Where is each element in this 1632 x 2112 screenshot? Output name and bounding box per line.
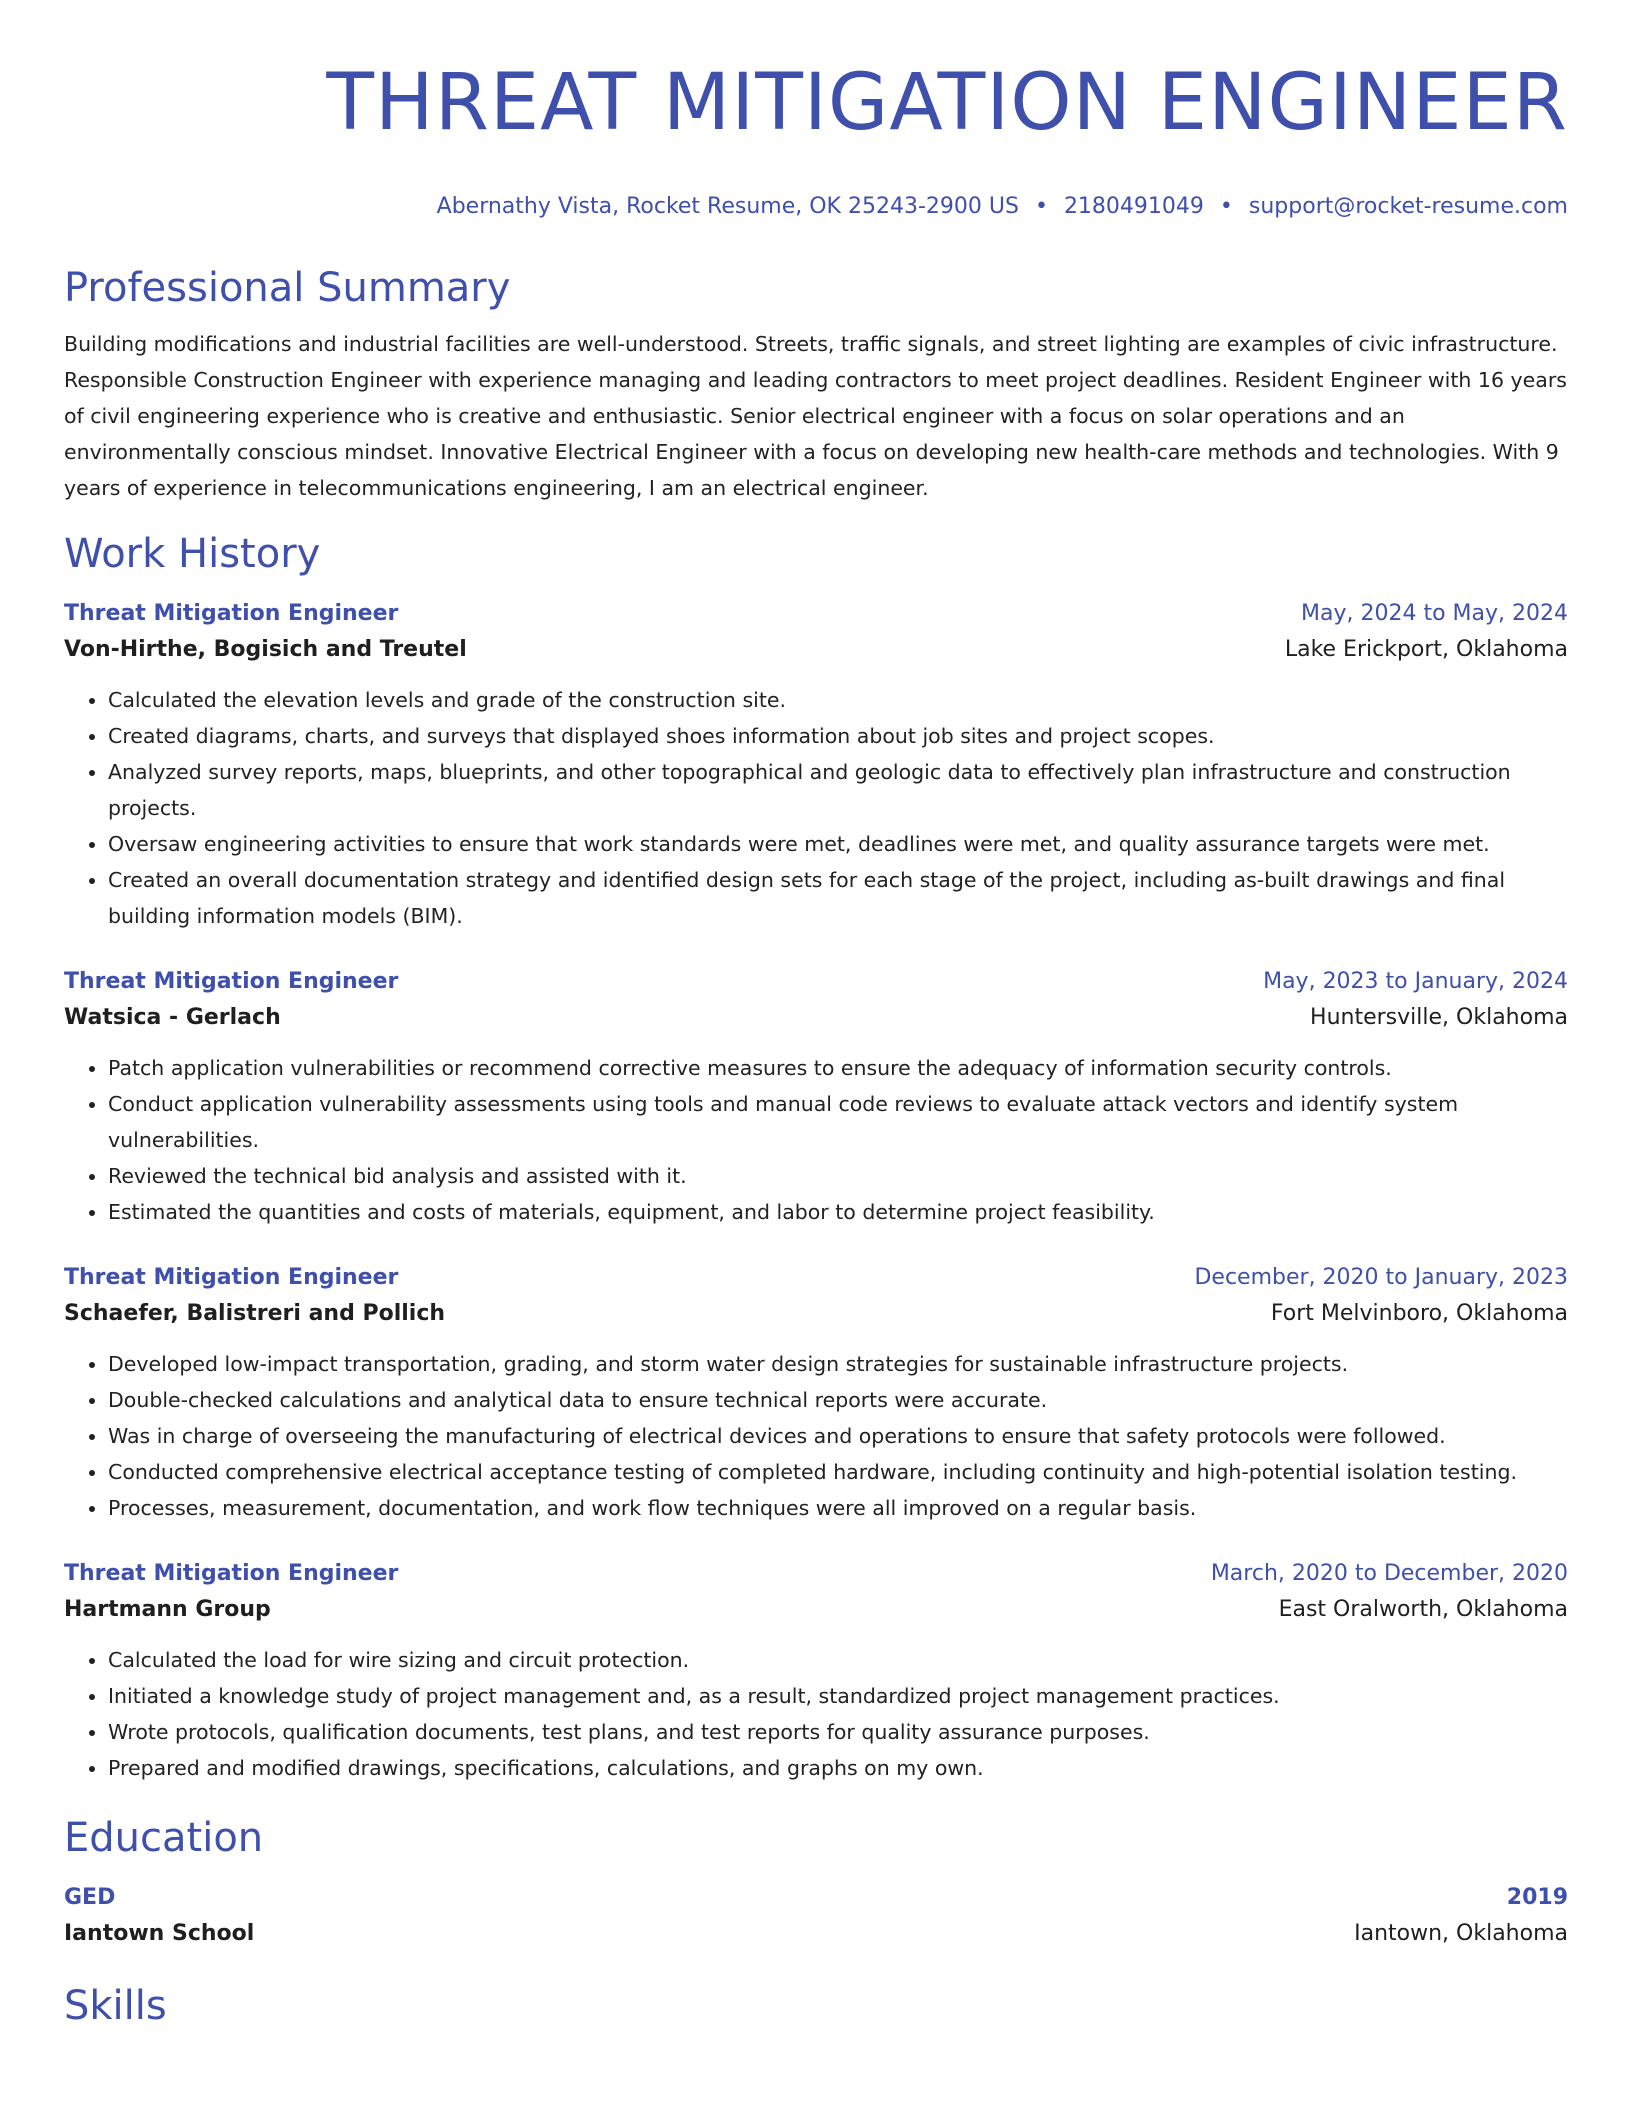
job-location: Lake Erickport, Oklahoma — [1284, 637, 1568, 662]
section-title-education: Education — [64, 1815, 264, 1861]
job-company: Watsica - Gerlach — [64, 1005, 281, 1030]
contact-email[interactable]: support@rocket-resume.com — [1248, 194, 1568, 219]
job-entry — [64, 1260, 1568, 1526]
job-title: Threat Mitigation Engineer — [64, 1561, 399, 1586]
job-location: Fort Melvinboro, Oklahoma — [1270, 1301, 1568, 1326]
job-bullet: • Was in charge of overseeing the manufacturing of electrical devices and operations to ensure that safety protocols were followed. — [108, 1418, 1568, 1454]
job-entry — [64, 1556, 1568, 1786]
section-title-work-history: Work History — [64, 531, 321, 577]
education-school: Iantown School — [64, 1921, 255, 1946]
job-bullet: • Created diagrams, charts, and surveys that displayed shoes information about job sites and project scopes. — [108, 718, 1568, 754]
job-bullet: • Conduct application vulnerability assessments using tools and manual code reviews to evaluate attack vectors and identify system vulnerabilities. — [108, 1086, 1568, 1158]
work-history-list — [64, 596, 1568, 1786]
resume-page — [64, 0, 1568, 2030]
section-title-summary: Professional Summary — [64, 265, 511, 311]
job-bullet: • Calculated the load for wire sizing and circuit protection. — [108, 1642, 1568, 1678]
job-bullet: • Developed low-impact transportation, grading, and storm water design strategies for sustainable infrastructure projects. — [108, 1346, 1568, 1382]
contact-phone: 2180491049 — [1063, 194, 1204, 219]
job-bullet: • Oversaw engineering activities to ensure that work standards were met, deadlines were met, and quality assurance targets were met. — [108, 826, 1568, 862]
page-title: THREAT MITIGATION ENGINEER — [326, 58, 1568, 148]
job-bullet: • Initiated a knowledge study of project management and, as a result, standardized project management practices. — [108, 1678, 1568, 1714]
education-location: Iantown, Oklahoma — [1354, 1921, 1568, 1946]
job-dates: May, 2024 to May, 2024 — [1301, 601, 1568, 626]
contact-line — [64, 192, 1568, 222]
job-title: Threat Mitigation Engineer — [64, 969, 399, 994]
job-location: Huntersville, Oklahoma — [1310, 1005, 1568, 1030]
job-bullet: • Estimated the quantities and costs of materials, equipment, and labor to determine project feasibility. — [108, 1194, 1568, 1230]
job-company: Hartmann Group — [64, 1597, 271, 1622]
resume-header — [64, 58, 1568, 222]
job-bullet: • Double-checked calculations and analytical data to ensure technical reports were accurate. — [108, 1382, 1568, 1418]
job-bullet: • Conducted comprehensive electrical acceptance testing of completed hardware, including continuity and high-potential isolation testing. — [108, 1454, 1568, 1490]
education-degree: GED — [64, 1885, 116, 1910]
job-bullet: • Calculated the elevation levels and grade of the construction site. — [108, 682, 1568, 718]
job-entry — [64, 964, 1568, 1230]
education-year: 2019 — [1506, 1885, 1568, 1910]
summary-text: Building modifications and industrial facilities are well-understood. Streets, traffic signals, and street lighting are examples of civic infrastructure. Responsible Construction Engineer with experience managing and leading contractors to meet project deadlines. Resident Engineer with 16 years of civil engineering experience who is creative and enthusiastic. Senior electrical engineer with a focus on solar operations and an environmentally conscious mindset. Innovative Electrical Engineer with a focus on developing new health-care methods and technologies. With 9 years of experience in telecommunications engineering, I am an electrical engineer. — [64, 332, 1567, 500]
job-location: East Oralworth, Oklahoma — [1278, 1597, 1568, 1622]
job-bullets — [64, 1050, 1568, 1230]
job-bullet: • Reviewed the technical bid analysis and assisted with it. — [108, 1158, 1568, 1194]
job-bullets — [64, 1642, 1568, 1786]
job-dates: May, 2023 to January, 2024 — [1263, 969, 1568, 994]
job-bullet: • Processes, measurement, documentation, and work flow techniques were all improved on a regular basis. — [108, 1490, 1568, 1526]
job-company: Schaefer, Balistreri and Pollich — [64, 1301, 446, 1326]
job-company: Von-Hirthe, Bogisich and Treutel — [64, 637, 467, 662]
job-bullet: • Analyzed survey reports, maps, blueprints, and other topographical and geologic data to effectively plan infrastructure and construction projects. — [108, 754, 1568, 826]
contact-separator: • — [1034, 194, 1048, 219]
job-title: Threat Mitigation Engineer — [64, 1265, 399, 1290]
job-bullets — [64, 1346, 1568, 1526]
job-bullet: • Wrote protocols, qualification documents, test plans, and test reports for quality assurance purposes. — [108, 1714, 1568, 1750]
job-dates: December, 2020 to January, 2023 — [1194, 1265, 1568, 1290]
contact-address: Abernathy Vista, Rocket Resume, OK 25243-2900 US — [436, 194, 1019, 219]
job-bullet: • Patch application vulnerabilities or recommend corrective measures to ensure the adequacy of information security controls. — [108, 1050, 1568, 1086]
job-bullet: • Created an overall documentation strategy and identified design sets for each stage of the project, including as-built drawings and final building information models (BIM). — [108, 862, 1568, 934]
job-title: Threat Mitigation Engineer — [64, 601, 399, 626]
job-dates: March, 2020 to December, 2020 — [1210, 1561, 1568, 1586]
section-title-skills: Skills — [64, 1983, 167, 2029]
job-entry — [64, 596, 1568, 934]
job-bullet: • Prepared and modified drawings, specifications, calculations, and graphs on my own. — [108, 1750, 1568, 1786]
contact-separator: • — [1219, 194, 1233, 219]
education-entry — [64, 1880, 1568, 1952]
job-bullets — [64, 682, 1568, 934]
